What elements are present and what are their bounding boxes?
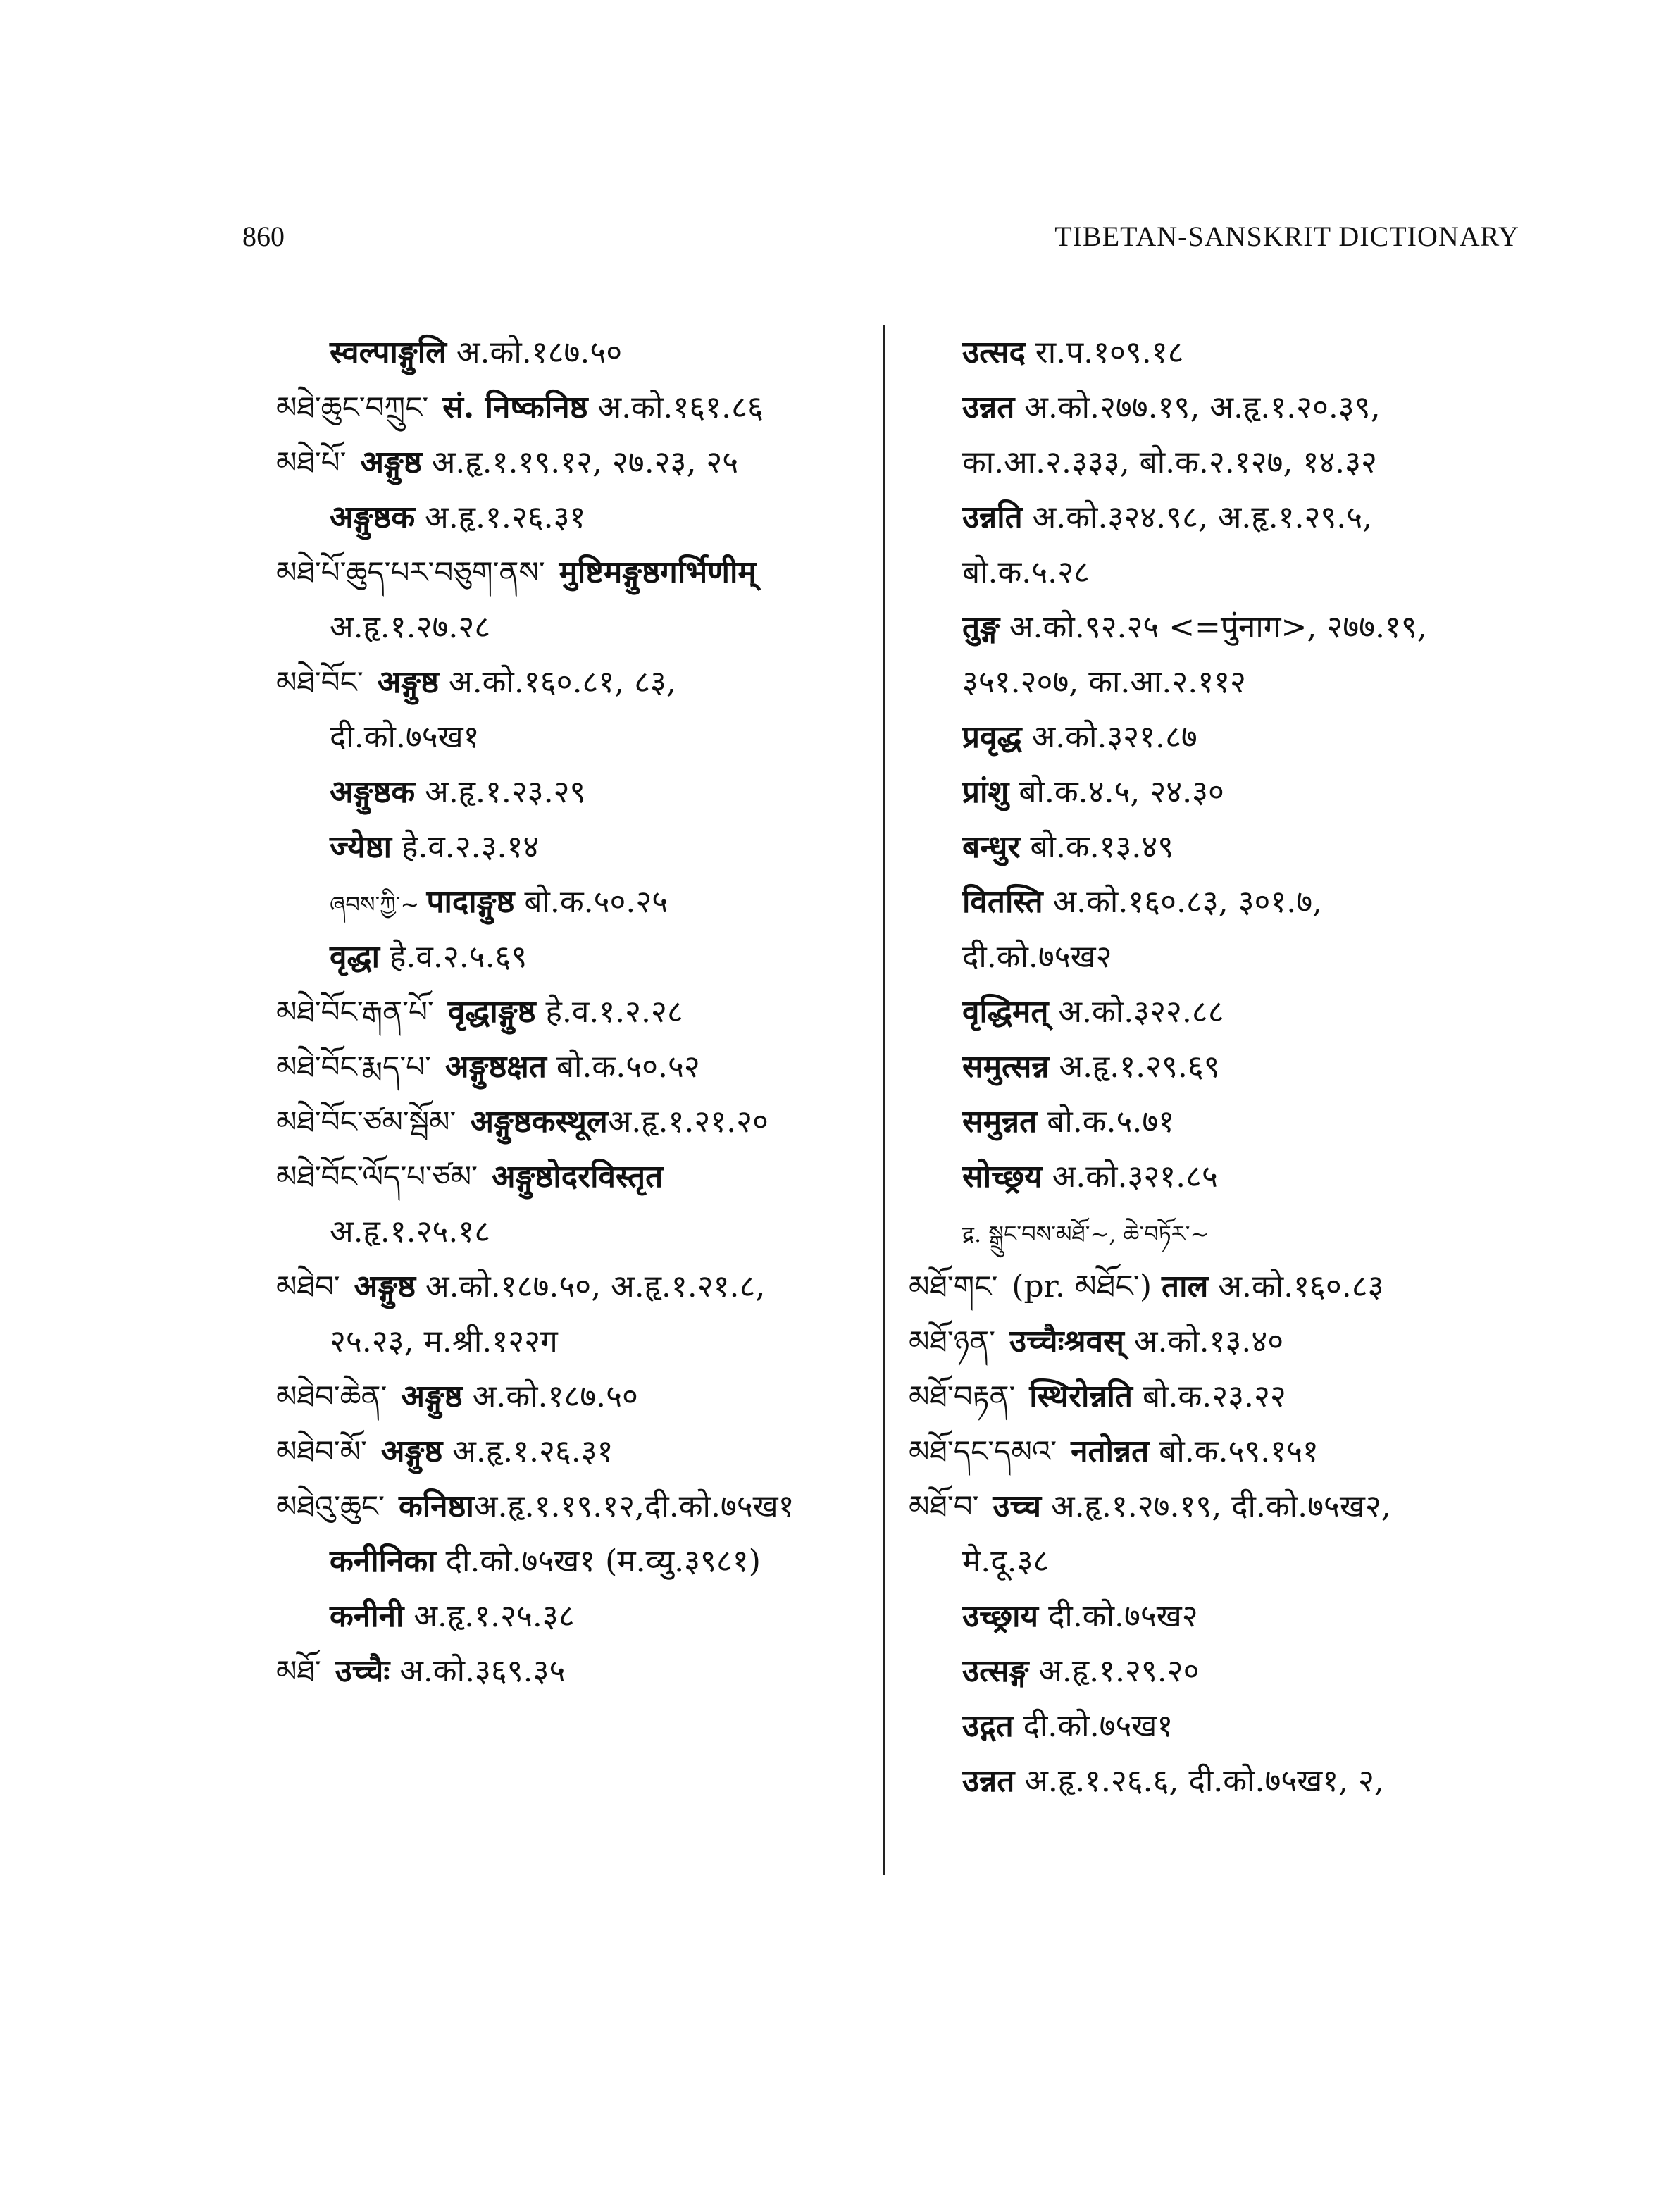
entry-line	[909, 1314, 1543, 1369]
tibetan-headword: མཐེ་པོ་	[276, 445, 347, 480]
entry-line	[909, 545, 1543, 600]
running-head: TIBETAN-SANSKRIT DICTIONARY	[1054, 220, 1519, 252]
sanskrit-equivalent: मुष्टिमङ्गुष्ठगर्भिणीम्	[559, 554, 757, 590]
source-reference: अ.हृ.१.२५.३८	[404, 1598, 575, 1634]
source-reference: रा.प.१०९.१८	[1025, 335, 1184, 371]
source-reference: बो.क.५.७१	[1037, 1104, 1175, 1140]
source-reference: अ.को.१३.४०	[1124, 1324, 1284, 1359]
source-reference: अ.हृ.१.२१.२०	[607, 1104, 769, 1140]
sanskrit-equivalent: पादाङ्गुष्ठ	[426, 884, 515, 920]
source-reference: दी.को.७५ख१	[1013, 1708, 1174, 1744]
source-reference: हे.व.२.५.६९	[380, 939, 528, 975]
source-reference: अ.को.३२४.९८, अ.हृ.१.२९.५,	[1022, 499, 1373, 535]
entry-line	[276, 1534, 875, 1589]
sanskrit-equivalent: कनीनिका	[330, 1543, 436, 1579]
tibetan-headword: མཐོ་བརྟན་	[909, 1379, 1016, 1414]
sanskrit-equivalent: ताल	[1162, 1269, 1209, 1305]
tibetan-headword: མཐེའུ་ཆུང་	[276, 1489, 385, 1524]
entry-line	[276, 325, 875, 380]
source-reference: २५.२३, म.श्री.१२२ग	[330, 1324, 558, 1359]
source-reference: बो.क.५.२८	[962, 554, 1090, 590]
source-reference: अ.को.१६०.८१, ८३,	[439, 664, 676, 700]
source-reference: अ.को.२७७.१९, अ.हृ.१.२०.३९,	[1014, 390, 1381, 425]
source-reference: अ.को.१६०.८३	[1208, 1269, 1384, 1305]
entry-line	[909, 600, 1543, 655]
source-reference: अ.हृ.१.२५.१८	[330, 1214, 491, 1250]
sanskrit-equivalent: कनिष्ठा	[398, 1488, 474, 1524]
entry-line	[276, 875, 875, 930]
column-divider	[883, 325, 885, 1875]
entry-line	[909, 1259, 1543, 1314]
sanskrit-equivalent: बन्धुर	[962, 829, 1021, 865]
sanskrit-equivalent: उच्च	[993, 1488, 1042, 1524]
source-reference: अ.हृ.१.२६.६, दी.को.७५ख१, २,	[1014, 1763, 1384, 1799]
source-reference: बो.क.५९.१५१	[1149, 1433, 1319, 1469]
source-reference: अ.हृ.१.२६.३१	[442, 1433, 614, 1469]
sanskrit-equivalent: अङ्गुष्ठक्षत	[444, 1049, 547, 1085]
entry-line	[909, 765, 1543, 820]
sanskrit-equivalent: अङ्गुष्ठ	[380, 1433, 443, 1469]
entry-line	[909, 985, 1543, 1040]
entry-line	[276, 380, 875, 435]
source-reference: बो.क.२३.२२	[1133, 1378, 1286, 1414]
entry-line	[909, 1150, 1543, 1204]
entry-line	[909, 1699, 1543, 1754]
source-reference: दी.को.७५ख२	[1038, 1598, 1198, 1634]
entry-line	[909, 1040, 1543, 1095]
sanskrit-equivalent: अङ्गुष्ठक	[330, 499, 416, 535]
entry-line	[909, 1424, 1543, 1479]
source-reference: दी.को.७५ख१	[330, 719, 480, 755]
entry-line	[276, 1150, 875, 1204]
source-reference: अ.को.१८७.५०	[446, 335, 623, 371]
tibetan-headword: མཐོ་དང་དམའ་	[909, 1434, 1057, 1469]
source-reference: बो.क.१३.४९	[1020, 829, 1174, 865]
sanskrit-equivalent: उन्नत	[962, 1763, 1015, 1799]
entry-line	[909, 1534, 1543, 1589]
source-reference: अ.को.३६९.३५	[390, 1653, 566, 1689]
entry-line	[909, 1754, 1543, 1809]
sanskrit-equivalent: सोच्छ्रय	[962, 1159, 1043, 1195]
entry-line	[276, 490, 875, 545]
sanskrit-equivalent: वितस्ति	[962, 884, 1043, 920]
sanskrit-equivalent: उन्नत	[962, 390, 1015, 425]
sanskrit-equivalent: उन्नति	[962, 499, 1023, 535]
entry-line	[276, 435, 875, 490]
sanskrit-equivalent: वृद्धा	[330, 939, 380, 975]
entry-line	[909, 655, 1543, 710]
entry-line	[276, 1314, 875, 1369]
source-reference: बो.क.५०.२५	[514, 884, 668, 920]
source-reference: अ.हृ.१.२६.३१	[415, 499, 586, 535]
sanskrit-equivalent: कनीनी	[330, 1598, 404, 1634]
left-column	[276, 325, 875, 1699]
tibetan-headword: མཐོ་	[276, 1654, 321, 1688]
entry-line	[276, 545, 875, 600]
entry-line	[909, 1204, 1543, 1259]
source-reference: अ.को.३२१.८७	[1021, 719, 1197, 755]
entry-line	[909, 930, 1543, 985]
entry-line	[276, 1040, 875, 1095]
source-reference: अ.को.३२१.८५	[1042, 1159, 1218, 1195]
sanskrit-equivalent: सं. निष्कनिष्ठ	[442, 390, 588, 425]
source-reference: अ.को.३२२.८८	[1048, 994, 1224, 1030]
entry-line	[909, 1095, 1543, 1150]
sanskrit-equivalent: तुङ्ग	[962, 609, 1000, 645]
source-reference: मे.दू.३८	[962, 1543, 1050, 1579]
entry-line	[909, 1589, 1543, 1644]
source-reference: अ.हृ.१.२३.२९	[415, 774, 586, 810]
entry-line	[276, 1424, 875, 1479]
tibetan-headword: མཐེབ་	[276, 1269, 340, 1304]
sanskrit-equivalent: उद्गत	[962, 1708, 1014, 1744]
entry-line	[276, 930, 875, 985]
entry-line	[909, 490, 1543, 545]
entry-line	[276, 1369, 875, 1424]
source-reference: दी.को.७५ख१ (म.व्यु.३९८१)	[435, 1543, 761, 1579]
entry-line	[276, 1479, 875, 1534]
sanskrit-equivalent: समुन्नत	[962, 1104, 1038, 1140]
sanskrit-equivalent: उत्सङ्ग	[962, 1653, 1029, 1689]
entry-line	[276, 1259, 875, 1314]
sanskrit-equivalent: अङ्गुष्ठ	[354, 1269, 416, 1305]
entry-line	[276, 1644, 875, 1699]
sanskrit-equivalent: स्वल्पाङ्गुलि	[330, 335, 447, 371]
sanskrit-equivalent: उच्चैःश्रवस्	[1009, 1324, 1124, 1359]
sanskrit-equivalent: अङ्गुष्ठ	[360, 444, 422, 480]
entry-line	[276, 985, 875, 1040]
sanskrit-equivalent: प्रांशु	[962, 774, 1009, 810]
source-reference: का.आ.२.३३३, बो.क.२.१२७, १४.३२	[962, 444, 1377, 480]
sanskrit-equivalent: उत्सद	[962, 335, 1026, 371]
sanskrit-equivalent: नतोन्नत	[1071, 1433, 1150, 1469]
entry-line	[909, 1644, 1543, 1699]
source-reference: अ.हृ.१.२७.२८	[330, 609, 491, 645]
source-reference: अ.हृ.१.२७.१९, दी.को.७५ख२,	[1041, 1488, 1391, 1524]
source-reference: दी.को.७५ख२	[962, 939, 1112, 975]
source-reference: अ.को.१६१.८६	[587, 390, 764, 425]
cross-reference: ཞབས་ཀྱི་~	[330, 891, 427, 918]
sanskrit-equivalent: वृद्धाङ्गुष्ठ	[447, 994, 536, 1030]
sanskrit-equivalent: अङ्गुष्ठ	[401, 1378, 463, 1414]
sanskrit-equivalent: स्थिरोन्नति	[1029, 1378, 1133, 1414]
entry-line	[909, 380, 1543, 435]
source-reference: हे.व.१.२.२८	[535, 994, 683, 1030]
page-number: 860	[242, 220, 285, 252]
sanskrit-equivalent: अङ्गुष्ठोदरविस्तृत	[491, 1159, 664, 1195]
sanskrit-equivalent: अङ्गुष्ठ	[377, 664, 440, 700]
source-reference: अ.को.९२.२५ <=पुंनाग>, २७७.१९,	[999, 609, 1427, 645]
entry-line	[276, 820, 875, 875]
entry-line	[276, 765, 875, 820]
sanskrit-equivalent: अङ्गुष्ठक	[330, 774, 416, 810]
entry-line	[276, 1589, 875, 1644]
source-reference: ३५१.२०७, का.आ.२.११२	[962, 664, 1246, 700]
source-reference: अ.हृ.१.२९.६९	[1049, 1049, 1220, 1085]
tibetan-headword: མཐེ་བོང་ཙམ་སྦོམ་	[276, 1104, 456, 1139]
entry-line	[276, 710, 875, 765]
tibetan-headword: མཐོ་གང་	[909, 1269, 998, 1304]
tibetan-headword: མཐོ་ཉན་	[909, 1324, 995, 1359]
sanskrit-equivalent: उच्चैः	[335, 1653, 390, 1689]
source-reference: अ.हृ.१.१९.१२, २७.२३, २५	[421, 444, 739, 480]
sanskrit-equivalent: अङ्गुष्ठकस्थूल	[470, 1104, 608, 1140]
source-reference: अ.हृ.१.२९.२०	[1028, 1653, 1200, 1689]
source-reference: हे.व.२.३.१४	[392, 829, 540, 865]
entry-line	[276, 600, 875, 655]
sanskrit-equivalent: प्रवृद्ध	[962, 719, 1022, 755]
entry-line	[909, 875, 1543, 930]
right-column	[909, 325, 1543, 1809]
tibetan-headword: མཐེ་བོང་ལོད་པ་ཙམ་	[276, 1159, 478, 1194]
source-reference: बो.क.४.५, २४.३०	[1009, 774, 1224, 810]
entry-line	[909, 710, 1543, 765]
source-reference: अ.को.१६०.८३, ३०१.७,	[1043, 884, 1323, 920]
tibetan-headword: མཐེ་བོང་རྨད་པ་	[276, 1050, 431, 1084]
entry-line	[276, 1095, 875, 1150]
source-reference: बो.क.५०.५२	[546, 1049, 700, 1085]
tibetan-headword: མཐེ་བོང་རྒན་པོ་	[276, 995, 434, 1029]
cross-reference: द्र. སྒྲུང་བས་མཐོ་~, ཆེ་བཏོར་~	[962, 1221, 1209, 1247]
sanskrit-equivalent: ज्येष्ठा	[330, 829, 392, 865]
entry-line	[276, 1204, 875, 1259]
sanskrit-equivalent: उच्छ्राय	[962, 1598, 1039, 1634]
source-reference: अ.हृ.१.१९.१२,दी.को.७५ख१	[473, 1488, 795, 1524]
tibetan-headword: མཐེབ་ཆེན་	[276, 1379, 387, 1414]
entry-line	[276, 655, 875, 710]
sanskrit-equivalent: समुत्सन्न	[962, 1049, 1050, 1085]
entry-line	[909, 820, 1543, 875]
entry-line	[909, 1479, 1543, 1534]
entry-line	[909, 1369, 1543, 1424]
tibetan-headword: མཐེབ་མོ་	[276, 1434, 367, 1469]
tibetan-headword: མཐོ་བ་	[909, 1489, 979, 1524]
sanskrit-equivalent: वृद्धिमत्	[962, 994, 1049, 1030]
entry-line	[909, 435, 1543, 490]
source-reference: (pr. མཐོང་)	[1012, 1269, 1162, 1305]
tibetan-headword: མཐེ་ཆུང་བཀྲུང་	[276, 390, 429, 425]
source-reference: अ.को.१८७.५०, अ.हृ.१.२१.८,	[416, 1269, 766, 1305]
tibetan-headword: མཐེ་པོ་ཆུད་པར་བཅུག་ནས་	[276, 555, 545, 590]
source-reference: अ.को.१८७.५०	[462, 1378, 638, 1414]
entry-line	[909, 325, 1543, 380]
tibetan-headword: མཐེ་བོང་	[276, 665, 363, 699]
